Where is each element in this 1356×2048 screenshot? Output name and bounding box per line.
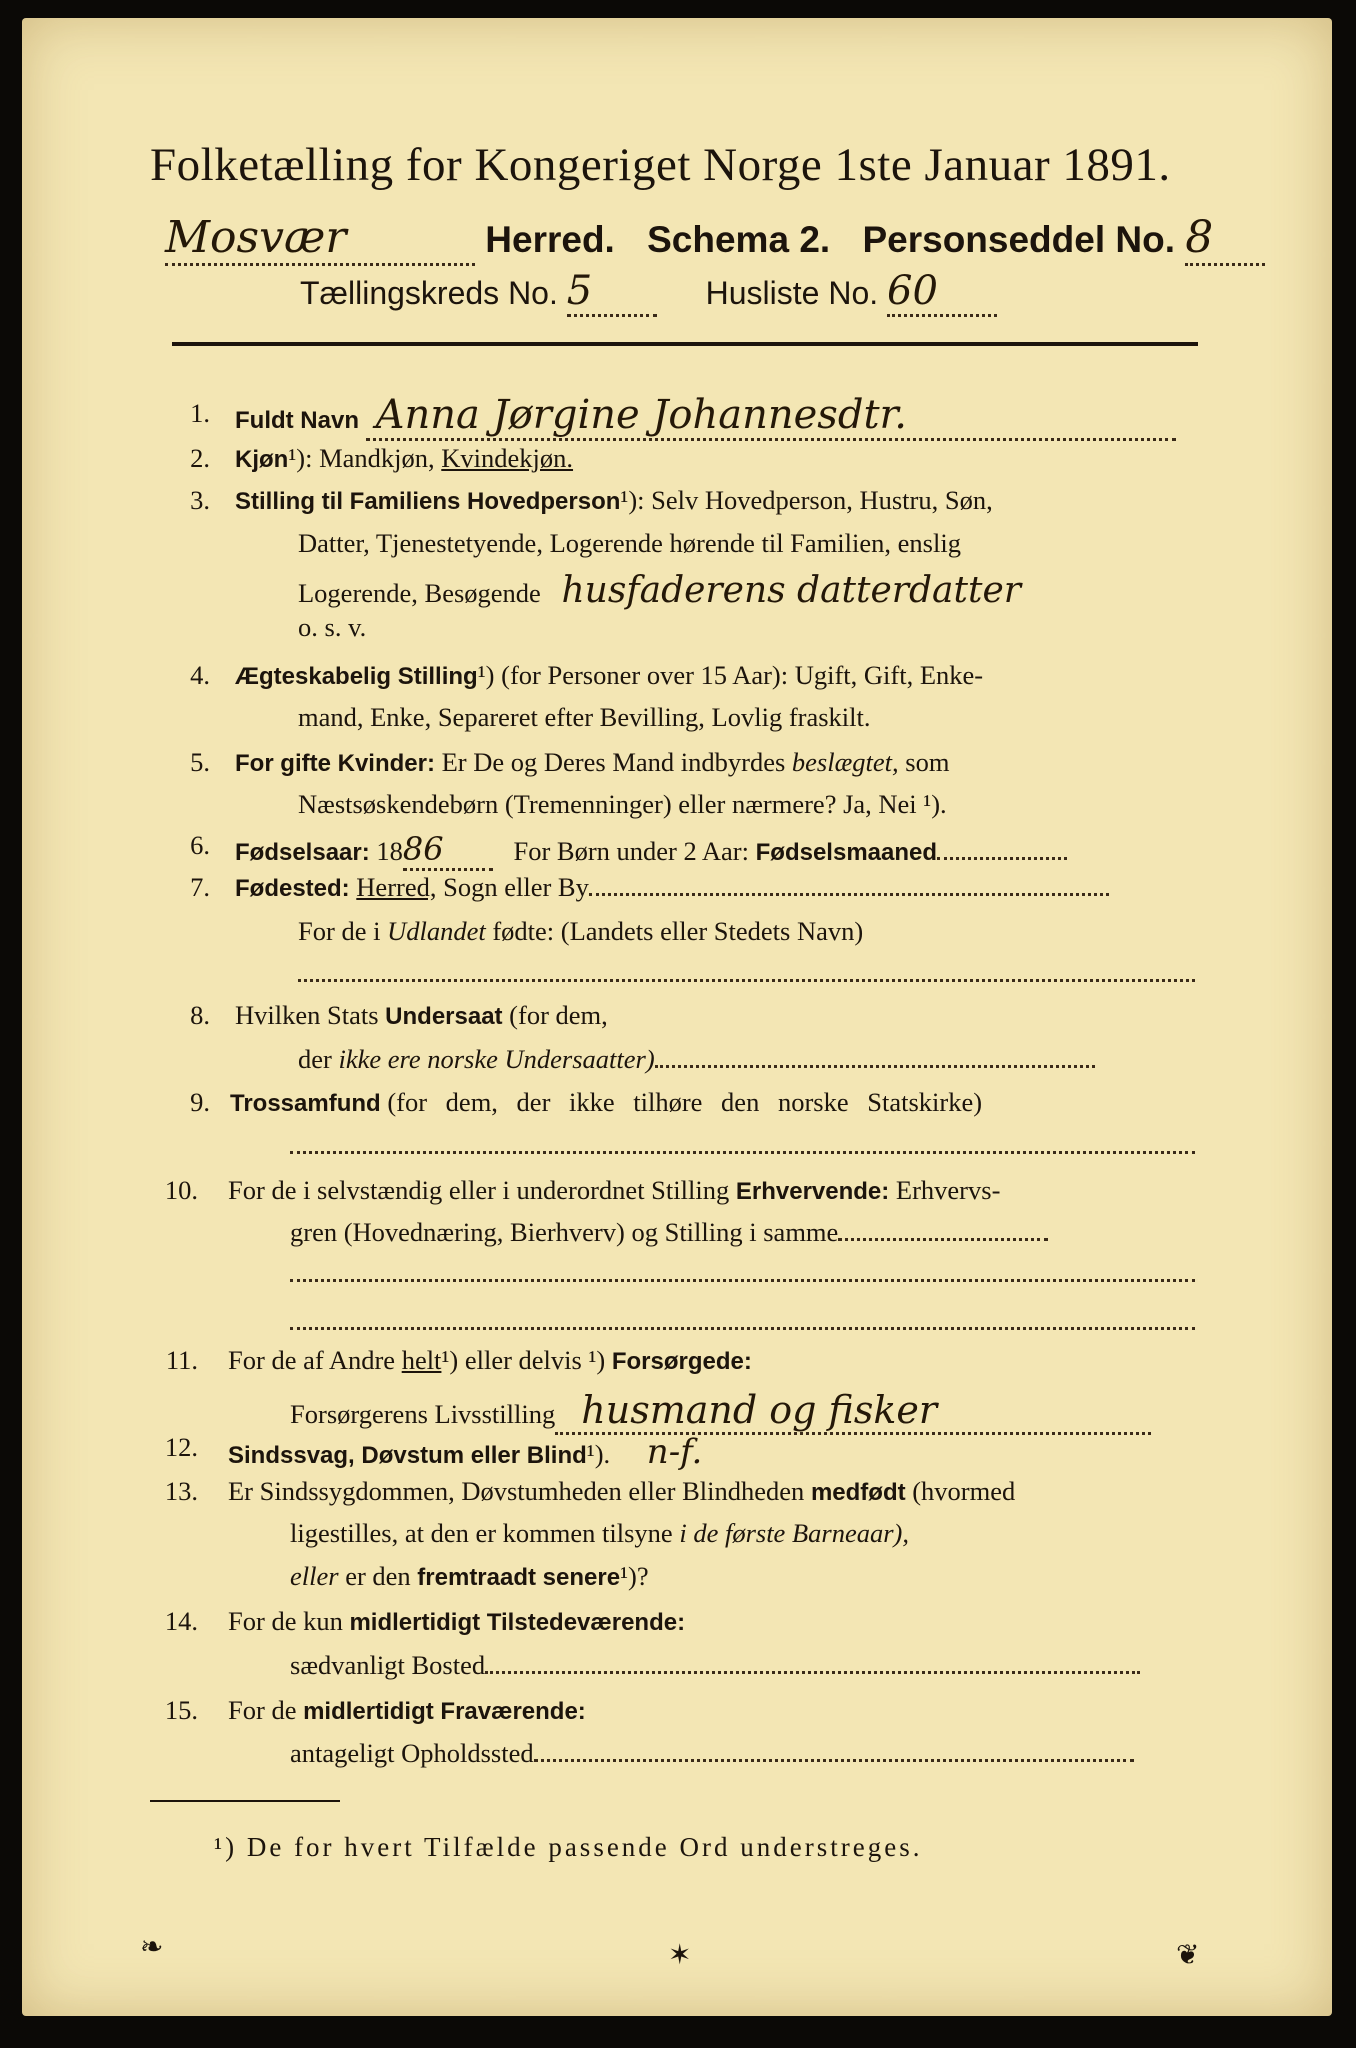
ink-mark-right: ❦ <box>1176 1938 1200 1971</box>
q9-number: 9. <box>190 1087 210 1117</box>
q3-options-3: Logerende, Besøgende <box>298 578 541 608</box>
q12-footnote-ref: ¹). <box>586 1439 611 1469</box>
q10-text-b: Erhvervs- <box>895 1175 1001 1205</box>
q9-text: (for dem, der ikke tilhøre den norske Statskirke) <box>387 1087 983 1117</box>
q3-osv: o. s. v. <box>298 612 367 642</box>
q2-option-female: Kvindekjøn. <box>441 443 574 473</box>
q3-value: husfaderens datterdatter <box>561 570 1021 611</box>
q12-label: Sindssvag, Døvstum eller Blind <box>228 1442 587 1469</box>
q5-number: 5. <box>190 747 210 777</box>
q14-row-1 <box>228 1606 685 1637</box>
q14-text-2: sædvanligt Bosted <box>290 1650 486 1680</box>
header-rule <box>172 342 1198 346</box>
q13-row-2 <box>290 1518 909 1549</box>
q1-label: Fuldt Navn <box>235 407 359 434</box>
schema-label: Schema 2. <box>647 219 831 260</box>
q5-text-1a: Er De og Deres Mand indbyrdes <box>441 747 786 777</box>
q7-text-2c: fødte: (Landets eller Stedets Navn) <box>492 916 864 946</box>
q13-text-3a: eller <box>290 1561 339 1591</box>
q2-row <box>235 443 573 474</box>
q12-value: n-f. <box>646 1432 703 1472</box>
q13-row-1 <box>228 1476 1015 1507</box>
q8-text-a: Hvilken Stats <box>235 1000 379 1030</box>
q10-field-2 <box>290 1278 1195 1282</box>
q13-text-3d: ¹)? <box>620 1561 649 1591</box>
q6-label: Fødselsaar: <box>235 839 370 866</box>
q7-text-2b: Udlandet <box>387 916 486 946</box>
personseddel-label: Personseddel No. <box>862 219 1175 260</box>
q15-text-2: antageligt Opholdssted <box>290 1738 534 1768</box>
herred-value: Mosvær <box>165 212 475 266</box>
q7-row-2 <box>298 916 863 947</box>
census-form-sheet <box>22 18 1332 2016</box>
q8-text-2b: ikke ere norske Undersaatter) <box>338 1044 655 1074</box>
q4-number: 4. <box>190 660 210 690</box>
q7-label: Fødested: <box>235 875 350 902</box>
q7-option-herred: Herred, <box>356 872 437 902</box>
q6-text: For Børn under 2 Aar: <box>513 836 749 866</box>
q11-label: Forsørgede: <box>611 1348 752 1375</box>
q14-label: midlertidigt Tilstedeværende: <box>349 1609 686 1636</box>
q7-options: Sogn eller By <box>443 872 589 902</box>
herred-line <box>165 212 1265 266</box>
q4-options-2: mand, Enke, Separeret efter Bevilling, Lovlig fraskilt. <box>298 702 871 732</box>
q15-text-a: For de <box>228 1695 297 1725</box>
q13-text-2b: i de første Barneaar), <box>679 1518 909 1548</box>
q6-year-value: 86 <box>403 830 493 871</box>
q15-number: 15. <box>164 1695 198 1725</box>
q10-label: Erhvervende: <box>735 1178 890 1205</box>
q5-text-2: Næstsøskendebørn (Tremenninger) eller nærmere? Ja, Nei ¹). <box>298 789 947 819</box>
q11-text-a: For de af Andre <box>228 1345 396 1375</box>
q4-options-1: (for Personer over 15 Aar): Ugift, Gift, Enke- <box>501 660 984 690</box>
footnote-rule <box>150 1800 340 1802</box>
q13-text-3c: fremtraadt senere <box>417 1564 621 1591</box>
q5-row-1 <box>235 747 949 778</box>
q13-row-3 <box>290 1561 649 1592</box>
q10-text-a: For de i selvstændig eller i underordnet Stilling <box>228 1175 730 1205</box>
q6-month-field <box>937 856 1067 860</box>
ink-mark-left: ❧ <box>140 1930 164 1963</box>
q13-text-1b: medfødt <box>810 1479 906 1506</box>
personseddel-value: 8 <box>1185 212 1265 266</box>
q15-label: midlertidigt Fraværende: <box>303 1698 586 1725</box>
q14-text-a: For de kun <box>228 1606 343 1636</box>
q7-field <box>589 892 1109 896</box>
form-title: Folketælling for Kongeriget Norge 1ste Januar 1891. <box>150 139 1171 191</box>
q8-field <box>655 1064 1095 1068</box>
q3-options-1: Selv Hovedperson, Hustru, Søn, <box>651 485 993 515</box>
footnote: ¹) De for hvert Tilfælde passende Ord understreges. <box>214 1832 923 1862</box>
q13-text-1c: (hvormed <box>912 1476 1016 1506</box>
q8-label: Undersaat <box>385 1003 503 1030</box>
q1-row <box>235 392 1176 441</box>
q2-option-male: Mandkjøn, <box>319 443 435 473</box>
q8-number: 8. <box>190 1000 210 1030</box>
q5-text-1c: som <box>905 747 950 777</box>
q14-row-2 <box>290 1650 1140 1681</box>
q13-text-1a: Er Sindssygdommen, Døvstumheden eller Blindheden <box>228 1476 805 1506</box>
q14-field <box>485 1670 1140 1674</box>
q11-number: 11. <box>165 1345 198 1375</box>
q7-text-2a: For de i <box>298 916 381 946</box>
q3-options-2: Datter, Tjenestetyende, Logerende hørende til Familien, enslig <box>298 528 961 558</box>
q6-label-month: Fødselsmaaned <box>755 839 938 866</box>
q10-number: 10. <box>164 1175 198 1205</box>
q9-label: Trossamfund <box>230 1090 381 1117</box>
q14-number: 14. <box>164 1606 198 1636</box>
husliste-value: 60 <box>887 268 997 317</box>
q6-row <box>235 830 1067 871</box>
q11-row-1 <box>228 1345 752 1376</box>
q7-number: 7. <box>190 872 210 902</box>
kreds-line <box>300 268 997 317</box>
q13-text-2a: ligestilles, at den er kommen tilsyne <box>290 1518 673 1548</box>
q5-text-1b: beslægtet, <box>791 747 899 777</box>
husliste-label: Husliste No. <box>705 275 879 311</box>
q1-number: 1. <box>190 398 210 428</box>
q3-row-3 <box>298 570 1241 611</box>
q7-row-1 <box>235 872 1109 903</box>
q11-text-c: ¹) eller delvis ¹) <box>441 1345 606 1375</box>
herred-label: Herred. <box>485 219 615 260</box>
q10-row-2 <box>290 1217 1048 1248</box>
q6-number: 6. <box>190 830 210 860</box>
q4-label: Ægteskabelig Stilling <box>235 663 478 690</box>
q10-row-1 <box>228 1175 1000 1206</box>
q3-row-1 <box>235 485 993 516</box>
q1-value: Anna Jørgine Johannesdtr. <box>366 392 1176 441</box>
q8-text-2a: der <box>298 1044 332 1074</box>
q9-row <box>230 1087 982 1118</box>
q11-text-b: helt <box>401 1345 442 1375</box>
q8-row-2 <box>298 1044 1095 1075</box>
q8-row-1 <box>235 1000 608 1031</box>
q15-row-2 <box>290 1738 1134 1769</box>
q7-abroad-field <box>298 978 1195 982</box>
taellingskreds-value: 5 <box>567 268 657 317</box>
q8-text-b: (for dem, <box>509 1000 608 1030</box>
q4-footnote-ref: ¹) <box>477 660 495 690</box>
q4-row-1 <box>235 660 983 691</box>
q5-label-b: gifte Kvinder: <box>280 750 435 777</box>
q2-number: 2. <box>190 443 210 473</box>
q12-row <box>228 1432 702 1472</box>
q3-number: 3. <box>190 485 210 515</box>
q5-label-a: For <box>235 750 274 777</box>
q13-text-3b: er den <box>345 1561 411 1591</box>
q12-number: 12. <box>164 1432 198 1462</box>
q2-label: Kjøn <box>235 446 289 473</box>
q10-field-1 <box>838 1237 1048 1241</box>
q13-number: 13. <box>164 1476 198 1506</box>
q15-row-1 <box>228 1695 586 1726</box>
q11-text-2: Forsørgerens Livsstilling <box>290 1399 556 1429</box>
q11-value: husmand og fisker <box>555 1388 1151 1435</box>
q15-field <box>534 1758 1134 1762</box>
q3-label: Stilling til Familiens Hovedperson <box>235 488 621 515</box>
q10-text-2: gren (Hovednæring, Bierhverv) og Stilling i samme <box>290 1217 839 1247</box>
q9-field <box>290 1150 1195 1154</box>
q3-footnote-ref: ¹): <box>620 485 645 515</box>
q6-year-prefix: 18 <box>376 836 403 866</box>
q2-footnote-ref: ¹): <box>288 443 313 473</box>
q10-field-3 <box>290 1326 1195 1330</box>
ink-mark-center: ✶ <box>668 1938 692 1971</box>
taellingskreds-label: Tællingskreds No. <box>300 275 558 311</box>
q11-row-2 <box>290 1388 1151 1435</box>
